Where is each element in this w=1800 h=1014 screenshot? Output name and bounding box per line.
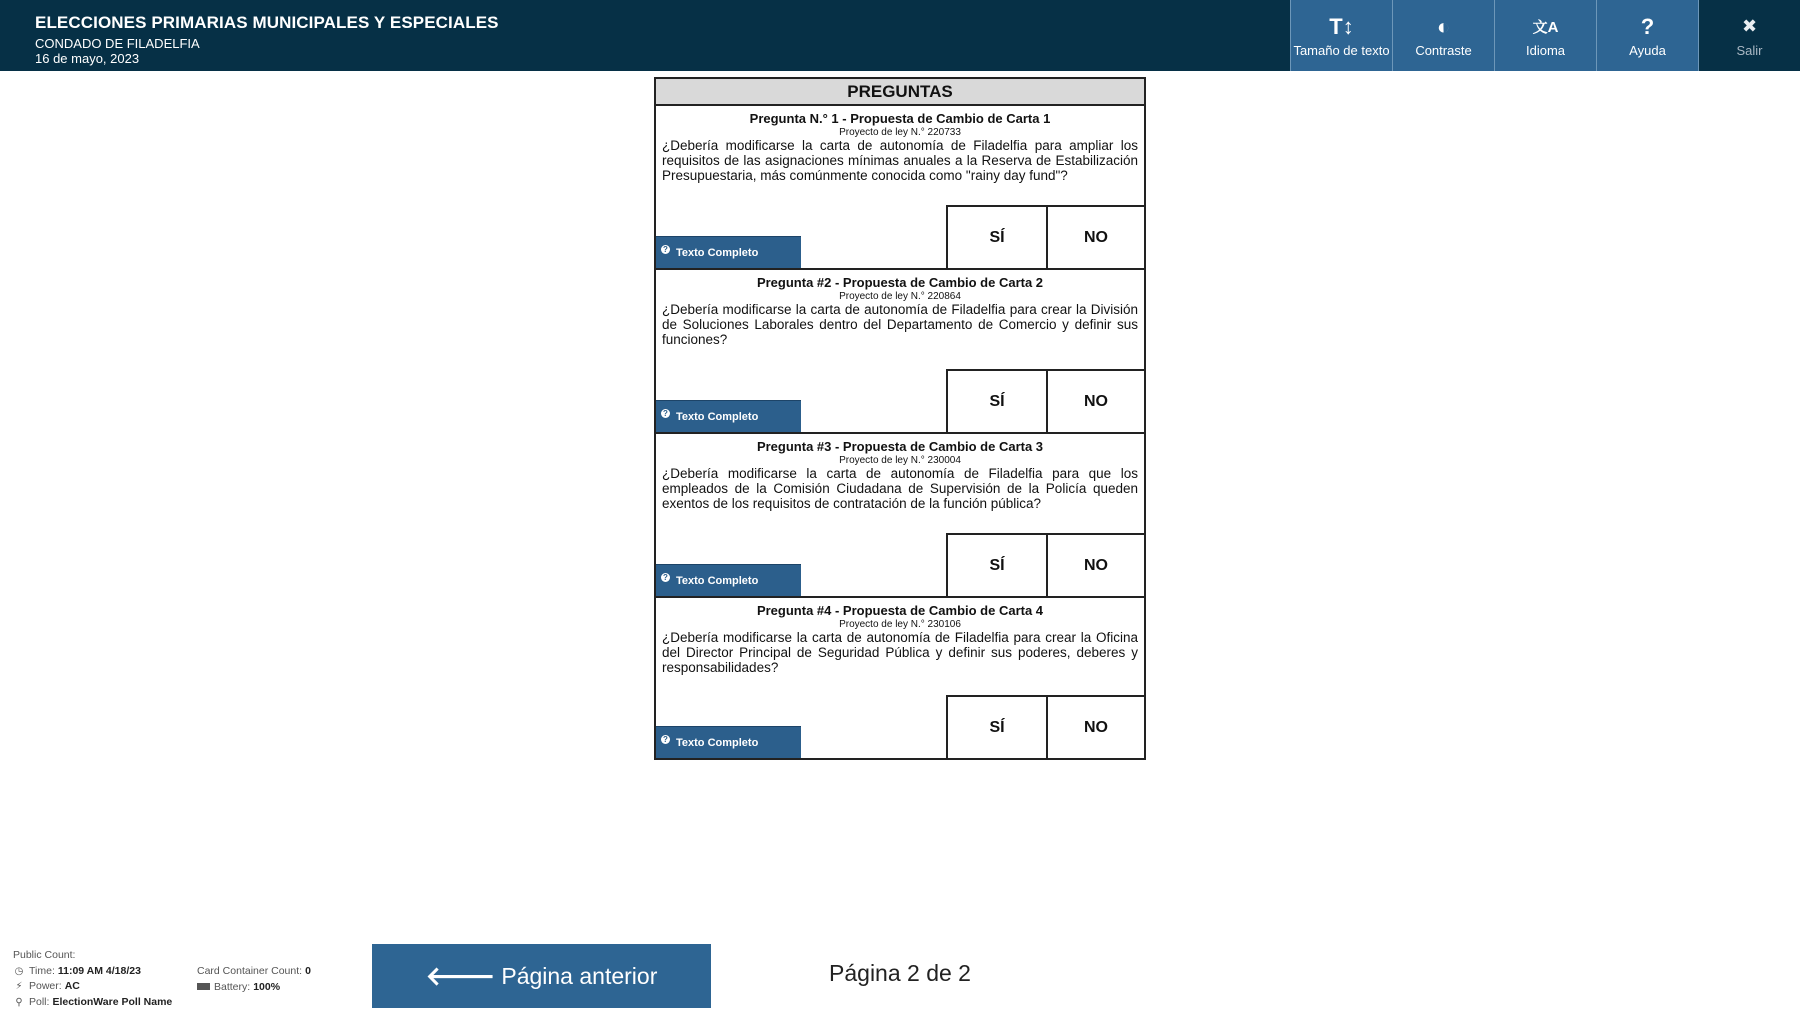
question-title: Pregunta #4 - Propuesta de Cambio de Carta 4 — [756, 603, 1044, 618]
no-button[interactable]: NO — [1046, 371, 1144, 432]
poll-value: ElectionWare Poll Name — [52, 995, 173, 1008]
clock-icon: ◷ — [14, 965, 24, 977]
full-text-button[interactable] — [656, 400, 801, 432]
no-button[interactable]: NO — [1046, 697, 1144, 758]
exit-label: Salir — [1736, 42, 1763, 58]
question-bill-number: Proyecto de ley N.° 220864 — [839, 291, 961, 302]
previous-page-label: Página anterior — [501, 962, 658, 989]
full-text-button[interactable] — [656, 564, 801, 596]
info-icon: ? — [661, 573, 670, 582]
question-2 — [656, 270, 1144, 434]
text-size-label: Tamaño de texto — [1293, 42, 1390, 58]
question-text: ¿Debería modificarse la carta de autonomía de Filadelfia para crear la División de Soluciones Laborales dentro del Departamento de Comercio y definir sus funciones? — [662, 302, 1138, 347]
text-size-button[interactable] — [1290, 0, 1392, 71]
language-label: Idioma — [1525, 42, 1566, 58]
question-text: ¿Debería modificarse la carta de autonomía de Filadelfia para crear la Oficina del Director Principal de Seguridad Pública y definir sus poderes, deberes y responsabilidades? — [662, 630, 1138, 675]
full-text-label: Texto Completo — [676, 410, 759, 423]
question-text: ¿Debería modificarse la carta de autonomía de Filadelfia para que los empleados de la Comisión Ciudadana de Supervisión de la Policía queden exentos de los requisitos de contratación de la función pública? — [662, 466, 1138, 511]
yes-button[interactable]: SÍ — [948, 535, 1046, 596]
time-row — [13, 964, 172, 980]
question-title: Pregunta N.° 1 - Propuesta de Cambio de Carta 1 — [749, 111, 1051, 126]
vote-options — [946, 205, 1144, 268]
question-1 — [656, 106, 1144, 270]
arrow-left-icon: 🡐 — [425, 960, 496, 991]
battery-row — [197, 980, 311, 996]
question-title: Pregunta #3 - Propuesta de Cambio de Carta 3 — [756, 439, 1044, 454]
help-label: Ayuda — [1629, 42, 1666, 58]
card-count-label: Card Container Count: — [197, 965, 303, 977]
full-text-button[interactable] — [656, 236, 801, 268]
power-row — [13, 979, 172, 995]
full-text-label: Texto Completo — [676, 246, 759, 259]
county-name: CONDADO DE FILADELFIA — [35, 36, 200, 51]
full-text-button[interactable] — [656, 726, 801, 758]
battery-icon — [197, 983, 210, 990]
plug-icon: ⚡ — [15, 981, 23, 992]
poll-label: Poll: — [29, 995, 50, 1008]
info-icon: ? — [661, 409, 670, 418]
no-button[interactable]: NO — [1046, 535, 1144, 596]
question-4 — [656, 598, 1144, 758]
vote-options — [946, 369, 1144, 432]
help-button[interactable] — [1596, 0, 1698, 71]
help-icon: ? — [1640, 13, 1655, 39]
page-indicator: Página 2 de 2 — [829, 960, 971, 986]
contrast-icon: ◐ — [1436, 13, 1451, 39]
close-icon: ✖ — [1741, 16, 1758, 36]
contrast-label: Contraste — [1415, 42, 1472, 58]
no-button[interactable]: NO — [1046, 207, 1144, 268]
election-title: ELECCIONES PRIMARIAS MUNICIPALES Y ESPECIALES — [35, 13, 499, 32]
question-bill-number: Proyecto de ley N.° 230106 — [839, 619, 961, 630]
question-title: Pregunta #2 - Propuesta de Cambio de Carta 2 — [756, 275, 1044, 290]
public-count — [13, 948, 172, 964]
power-label: Power: — [29, 980, 62, 992]
vote-options — [946, 533, 1144, 596]
yes-button[interactable]: SÍ — [948, 207, 1046, 268]
battery-label: Battery: — [214, 980, 251, 993]
full-text-label: Texto Completo — [676, 736, 759, 749]
language-icon: 文A — [1532, 19, 1559, 36]
time-value: 11:09 AM 4/18/23 — [57, 964, 141, 977]
battery-value: 100% — [253, 980, 281, 993]
language-button[interactable] — [1494, 0, 1596, 71]
top-bar — [0, 0, 1800, 71]
machine-status — [13, 948, 172, 1010]
yes-button[interactable]: SÍ — [948, 371, 1046, 432]
full-text-label: Texto Completo — [676, 574, 759, 587]
question-text: ¿Debería modificarse la carta de autonomía de Filadelfia para ampliar los requisitos de las asignaciones mínimas anuales a la Reserva de Estabilización Presupuestaria, más comúnmente conocida como "rainy day fund"? — [662, 138, 1138, 183]
machine-status-secondary — [197, 964, 311, 995]
yes-button[interactable]: SÍ — [948, 697, 1046, 758]
public-count-label: Public Count: — [13, 949, 76, 961]
question-bill-number: Proyecto de ley N.° 230004 — [839, 455, 961, 466]
contrast-button[interactable] — [1392, 0, 1494, 71]
ballot-questions-panel — [654, 77, 1146, 760]
info-icon: ? — [661, 735, 670, 744]
exit-button[interactable] — [1698, 0, 1800, 71]
power-value: AC — [64, 980, 80, 992]
poll-row — [13, 995, 172, 1011]
question-3 — [656, 434, 1144, 598]
accessibility-toolbar — [1290, 0, 1800, 71]
location-pin-icon: ⚲ — [15, 996, 23, 1008]
info-icon: ? — [661, 245, 670, 254]
time-label: Time: — [29, 964, 55, 977]
text-size-icon: T↕ — [1329, 13, 1354, 39]
card-count-row — [197, 964, 311, 980]
ballot-heading: PREGUNTAS — [656, 79, 1144, 106]
election-date: 16 de mayo, 2023 — [35, 51, 140, 66]
card-count-value: 0 — [305, 965, 311, 977]
vote-options — [946, 695, 1144, 758]
election-info — [35, 13, 499, 66]
question-bill-number: Proyecto de ley N.° 220733 — [839, 127, 961, 138]
previous-page-button[interactable] — [372, 944, 711, 1008]
